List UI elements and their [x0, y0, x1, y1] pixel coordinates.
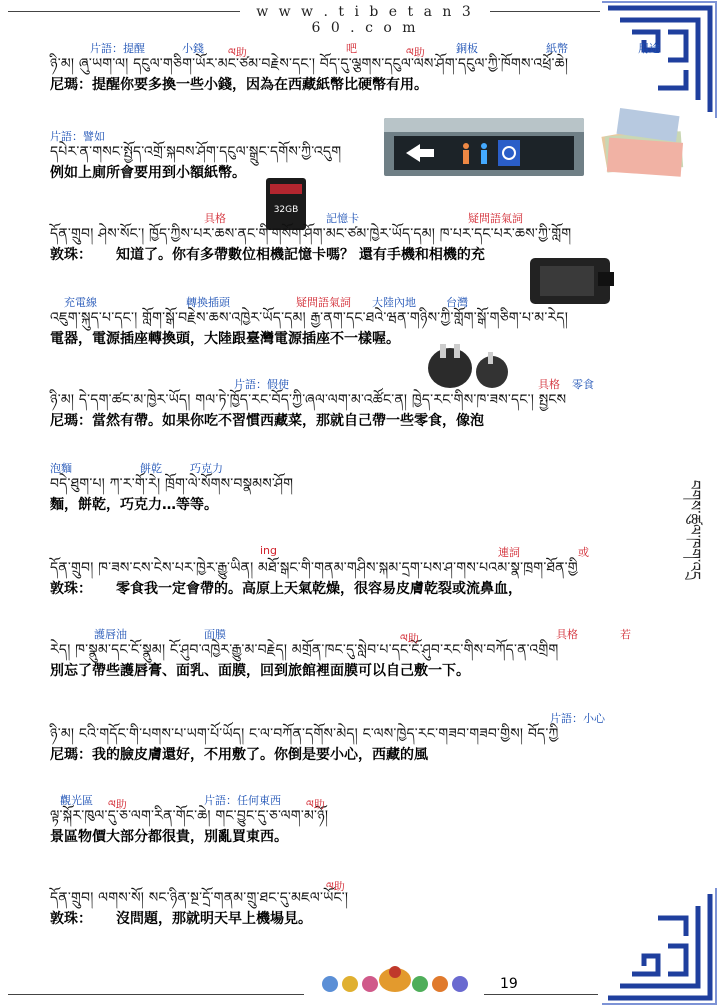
header-rule-right — [490, 11, 600, 12]
dialogue-block — [50, 460, 690, 516]
gloss-label: 面膜 — [204, 628, 226, 641]
gloss-row — [50, 792, 690, 811]
tibetan-line: དཔེར་ན་གསང་སྤྱོད་འགྲོ་སྐབས་ཤོག་དངུལ་སྒྲུང་དགོས་ཀྱི་འདུག — [50, 144, 342, 160]
gloss-label: 用途 — [638, 42, 660, 55]
gloss-label: 疑問語氣詞 — [296, 296, 351, 309]
chinese-translation: 景區物價大部分都很貴，別亂買東西。 — [50, 829, 288, 845]
translation-text: 知道了。你有多帶數位相機記憶卡嗎？ 還有手機和相機的充 — [116, 247, 485, 263]
gloss-label: 觀光區 — [60, 794, 93, 807]
page-number: 19 — [500, 976, 518, 992]
footer-rule-right — [484, 994, 598, 995]
chinese-translation: 別忘了帶些護唇膏、面乳、面膜，回到旅館裡面膜可以自己敷一下。 — [50, 663, 470, 679]
gloss-row — [50, 874, 690, 893]
tibetan-line: དོན་གྲུབ། ལགས་སོ། སང་ཉིན་སྔ་དྲོ་གནམ་གྲུ་ཐང་དུ་མཇལ་ཡོང་། — [50, 890, 349, 906]
gloss-label: 片語：譬如 — [50, 130, 105, 143]
chinese-translation: 電器，電源插座轉換頭，大陸跟臺灣電源插座不一樣喔。 — [50, 331, 400, 347]
dialogue-block — [50, 210, 690, 266]
speaker-name: 敦珠： — [50, 581, 92, 597]
dialogue-block — [50, 792, 690, 848]
speaker-name: 敦珠： — [50, 911, 92, 927]
dialogue-block — [50, 874, 690, 930]
gloss-label: 護唇油 — [94, 628, 127, 641]
dialogue-block — [50, 626, 690, 682]
gloss-label: 銅板 — [456, 42, 478, 55]
tibetan-line: རེད། ཁ་སྣུམ་དང་ངོ་སྣུམ། ངོ་ཤུབ་འཁྱེར་རྒྱུ་མ་བརྗེད། མགྲོན་ཁང་དུ་སླེབ་པ་དང་ངོ་ཤུབ་རང་གིས་བཀོད་ན་འགྲིག — [50, 642, 559, 658]
gloss-row — [50, 376, 690, 390]
gloss-label: ལ助 — [400, 632, 419, 645]
gloss-row — [50, 544, 690, 558]
dialogue-block — [50, 376, 690, 432]
chinese-translation: 尼瑪：我的臉皮膚還好，不用敷了。你倒是要小心，西藏的風 — [50, 747, 428, 763]
gloss-label: ལ助 — [108, 798, 127, 811]
gloss-label: 或 — [578, 546, 589, 559]
chinese-translation: 尼瑪：當然有帶。如果你吃不習慣西藏菜，那就自己帶一些零食，像泡 — [50, 413, 484, 429]
chinese-translation — [50, 908, 690, 930]
gloss-label: 片語：假使 — [234, 378, 289, 391]
dialogue-block — [50, 294, 690, 350]
dialogue-block — [50, 40, 690, 96]
translation-text: 零食我一定會帶的。高原上天氣乾燥，很容易皮膚乾裂或流鼻血， — [116, 581, 522, 597]
gloss-label: 具格 — [538, 378, 560, 391]
gloss-label: 具格 — [204, 212, 226, 225]
gloss-label: 大陸內地 — [372, 296, 416, 309]
gloss-label: 台灣 — [446, 296, 468, 309]
gloss-row — [50, 210, 690, 224]
gloss-label: 若 — [620, 628, 631, 641]
gloss-label: 記憶卡 — [326, 212, 359, 225]
tibetan-line: དོན་གྲུབ། ཁ་ཟས་ངས་ངེས་པར་ཁྱེར་རྒྱུ་ཡིན། མཐོ་སྒང་གི་གནམ་གཤིས་སྐམ་དྲག་པས་ཤ་གས་པའམ་སྣ་ཁྲག་ཐོན་གྱི — [50, 560, 578, 576]
gloss-row — [50, 460, 690, 474]
gloss-label: 餅乾 — [140, 462, 162, 475]
offering-ornament-icon — [310, 960, 480, 994]
gloss-row — [50, 128, 690, 142]
site-url: w w w . t i b e t a n 3 6 0 . c o m — [256, 4, 474, 36]
chinese-translation — [50, 578, 690, 600]
tibetan-line: ལྟ་སྐོར་ཁུལ་དུ་ཅ་ལག་རིན་གོང་ཆེ། གང་བྱུང་དུ་ཅ་ལག་མ་ཉོ། — [50, 808, 329, 824]
gloss-label: 零食 — [572, 378, 594, 391]
gloss-label: ལ助 — [228, 46, 247, 59]
dialogue-block — [50, 710, 690, 766]
footer-rule-left — [8, 994, 304, 995]
tibetan-line: ཉི་མ། ངའི་གདོང་གི་པགས་པ་ཡག་པོ་ཡོད། ང་ལ་བཀོན་དགོས་མེད། ང་ལས་ཁྱེད་རང་གཟབ་གཟབ་གྱིས། བོད་ཀྱི — [50, 726, 559, 742]
tibetan-line: བདེ་ཐུག་པ། ཀ་ར་གོ་རེ། ཁྲོག་ལེ་སོགས་བསྣམས་ཤོག — [50, 476, 294, 492]
gloss-row — [50, 40, 690, 59]
speaker-name: 敦珠： — [50, 247, 92, 263]
gloss-label: 吧 — [346, 42, 357, 55]
dialogue-block — [50, 544, 690, 600]
gloss-label: 片語：提醒 — [90, 42, 145, 55]
gloss-label: 片語：小心 — [550, 712, 605, 725]
translation-text: 沒問題，那就明天早上機場見。 — [116, 911, 312, 927]
header-rule-left — [8, 11, 240, 12]
chinese-translation — [50, 244, 690, 266]
gloss-label: 疑問語氣詞 — [468, 212, 523, 225]
gloss-row — [50, 710, 690, 724]
gloss-label: 巧克力 — [190, 462, 223, 475]
gloss-label: 片語：任何東西 — [204, 794, 281, 807]
gloss-row — [50, 294, 690, 308]
tibetan-line: འཇུག་སྐུད་པ་དང་། གློག་སྒོ་བརྗེས་ཆས་འཁྱེར་ཡོད་དམ། རྒྱ་ནག་དང་ཐའེ་ཝན་གཉིས་ཀྱི་གློག་སྒོ་གཅིག་པ་མ་རེད། — [50, 310, 569, 326]
tibetan-line: ཉི་མ། དེ་དག་ཚང་མ་ཁྱེར་ཡོད། གལ་ཏེ་ཁྱོད་རང་བོད་ཀྱི་ཞལ་ལག་མ་འཚོང་ན། ཁྱེད་རང་གིས་ཁ་ཟས་དང་། སྤྱངས — [50, 392, 567, 408]
gloss-label: 充電線 — [64, 296, 97, 309]
gloss-label: ing — [260, 544, 278, 557]
tibetan-line: ཉི་མ། ཞུ་ཡག་ལ། དངུལ་གཅིག་ཡོར་མང་ཙམ་བརྗེས་དང་། བོད་དུ་ལྕགས་དངུལ་ལས་ཤོག་དངུལ་ཀྱི་ཁོགས་འཕྲོ་ཆེ། — [50, 56, 569, 72]
chinese-translation: 例如上廁所會要用到小額紙幣。 — [50, 165, 246, 181]
gloss-label: 轉換插頭 — [186, 296, 230, 309]
gloss-label: 小錢 — [182, 42, 204, 55]
chinese-translation: 尼瑪：提醒你要多換一些小錢，因為在西藏紙幣比硬幣有用。 — [50, 77, 428, 93]
chinese-translation: 麵，餅乾，巧克力…等等。 — [50, 497, 218, 513]
gloss-label: ལ助 — [326, 880, 345, 893]
gloss-label: ལ助 — [306, 798, 325, 811]
tibetan-line: དོན་གྲུབ། ཤེས་སོང་། ཁྱོད་ཀྱིས་པར་ཆས་ནང་གི་གསོག་ཤོག་མང་ཙམ་ཁྱེར་ཡོད་དམ། ཁ་པར་དང་པར་ཆས་ཀྱི་གློག — [50, 226, 572, 242]
gloss-label: ལ助 — [406, 46, 425, 59]
side-chapter-title: བགས་ཚུལ་ཁག་འདྲ — [686, 480, 704, 580]
gloss-label: 連詞 — [498, 546, 520, 559]
svg-text:32GB: 32GB — [273, 205, 299, 215]
gloss-label: 具格 — [556, 628, 578, 641]
dialogue-block — [50, 128, 690, 184]
gloss-row — [50, 626, 690, 645]
gloss-label: 紙幣 — [546, 42, 568, 55]
gloss-label: 泡麵 — [50, 462, 72, 475]
